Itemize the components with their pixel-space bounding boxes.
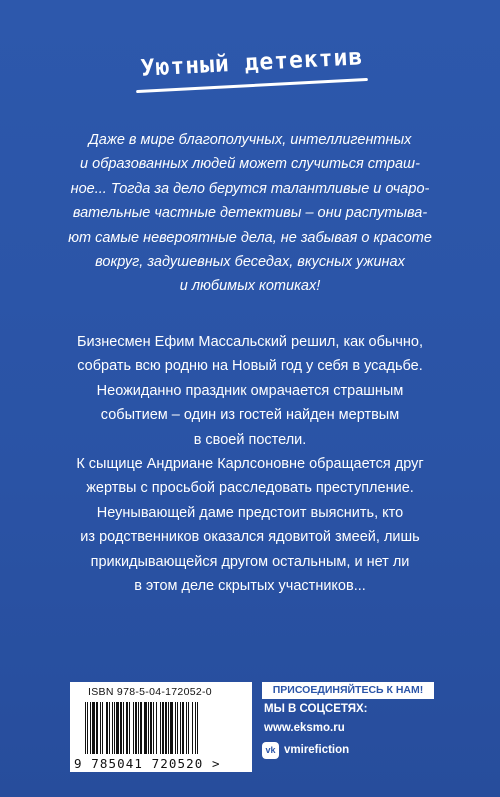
social-heading: МЫ В СОЦСЕТЯХ: [264, 703, 368, 715]
synopsis-line: в своей постели. [193, 431, 307, 448]
teaser-line: Даже в мире благополучных, интеллигентных [88, 132, 412, 148]
isbn-number: ISBN 978-5-04-172052-0 [88, 686, 212, 698]
synopsis-line: Бизнесмен Ефим Массальский решил, как обычно, [77, 334, 423, 350]
teaser-line: ное... Тогда за дело берутся талантливые и очаро- [70, 180, 430, 197]
teaser-line: вокруг, задушевных беседах, вкусных ужинах [95, 254, 405, 271]
website-link[interactable]: www.eksmo.ru [264, 722, 345, 734]
teaser-line: вательные частные детективы – они распутыва- [72, 205, 428, 222]
synopsis-line: в этом деле скрытых участников... [134, 578, 366, 595]
teaser-line: ют самые невероятные дела, не забывая о красоте [68, 229, 432, 246]
synopsis-line: собрать всю родню на Новый год у себя в усадьбе. [77, 358, 423, 375]
barcode-bars [85, 702, 240, 754]
vk-icon: vk [262, 742, 279, 759]
teaser-line: и образованных людей может случиться страш- [80, 156, 420, 173]
isbn-barcode [70, 682, 252, 772]
synopsis-line: Неунывающей даме предстоит выяснить, кто [96, 504, 404, 521]
series-title: Уютный детектив [140, 44, 364, 82]
barcode-digits: 9 785041 720520 > [74, 756, 221, 771]
join-us-badge: ПРИСОЕДИНЯЙТЕСЬ К НАМ! [262, 682, 434, 699]
teaser-paragraph [48, 128, 452, 299]
synopsis-line: К сыщице Андриане Карлсоновне обращается друг [76, 456, 424, 473]
series-banner [132, 44, 372, 92]
teaser-line: и любимых котиках! [179, 278, 321, 295]
synopsis-line: событием – один из гостей найден мертвым [100, 407, 400, 424]
synopsis-line: Неожиданно праздник омрачается страшным [96, 382, 404, 399]
synopsis-line: прикидывающейся другом остальным, и нет ли [90, 553, 410, 570]
vk-link[interactable] [262, 741, 349, 759]
synopsis-line: из родственников оказался ядовитой змеей, лишь [80, 529, 420, 546]
synopsis-paragraph [48, 330, 452, 598]
vk-handle: vmirefiction [284, 744, 350, 756]
synopsis-line: жертвы с просьбой расследовать преступление. [86, 480, 414, 497]
